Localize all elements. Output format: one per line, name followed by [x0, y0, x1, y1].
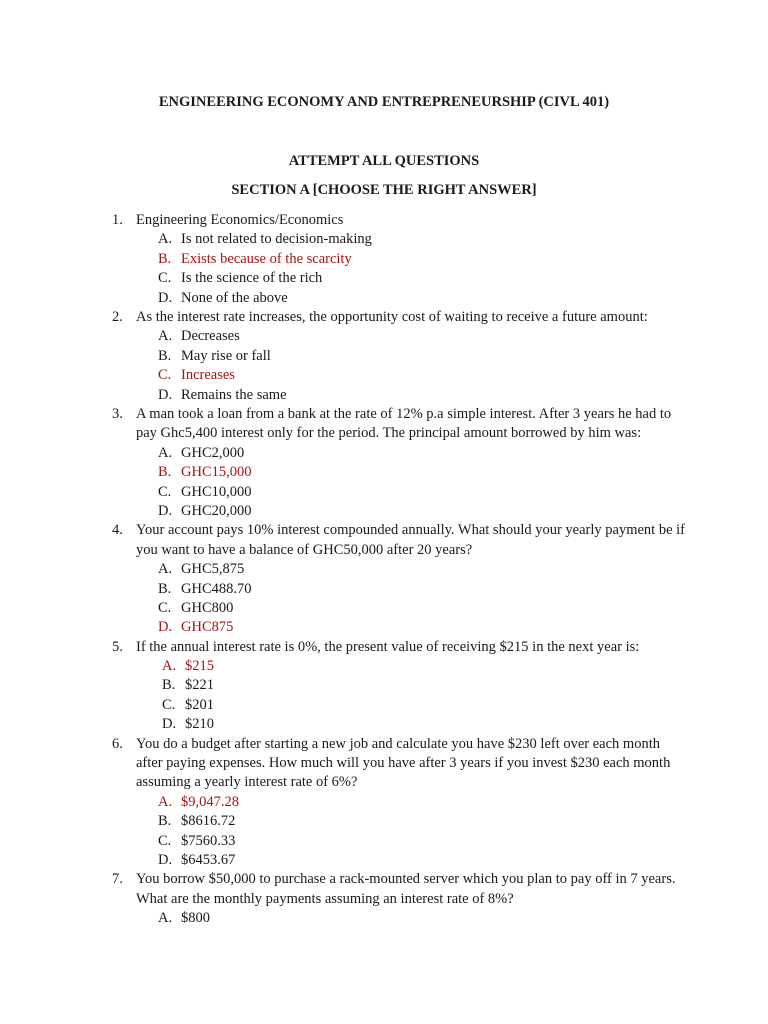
answer-option — [0, 851, 768, 870]
answer-option — [0, 599, 768, 618]
option-letter: A. — [158, 231, 173, 248]
option-text: Remains the same — [181, 386, 287, 403]
option-letter: B. — [162, 677, 176, 694]
question-list — [0, 211, 768, 929]
answer-option — [0, 676, 768, 695]
answer-option — [0, 580, 768, 599]
section-heading: SECTION A [CHOOSE THE RIGHT ANSWER] — [231, 182, 537, 198]
answer-option-correct — [0, 657, 768, 676]
answer-option — [0, 696, 768, 715]
option-text: Increases — [181, 367, 235, 384]
option-letter: C. — [158, 270, 172, 287]
option-text: GHC875 — [181, 619, 234, 636]
option-text: $221 — [185, 677, 214, 694]
question-item — [0, 405, 768, 521]
question-text: As the interest rate increases, the opportunity cost of waiting to receive a future amount: — [136, 308, 648, 325]
option-text: None of the above — [181, 289, 288, 306]
option-text: $8616.72 — [181, 813, 236, 830]
question-number: 5. — [112, 638, 123, 655]
question-number: 4. — [112, 522, 123, 539]
question-item — [0, 735, 768, 871]
option-list — [0, 657, 768, 735]
option-text: GHC5,875 — [181, 561, 245, 578]
answer-option — [0, 386, 768, 405]
option-text: Exists because of the scarcity — [181, 250, 352, 267]
answer-option — [0, 347, 768, 366]
option-text: GHC800 — [181, 599, 234, 616]
option-list — [0, 327, 768, 405]
option-text: $7560.33 — [181, 832, 236, 849]
option-list — [0, 444, 768, 522]
answer-option-correct — [0, 463, 768, 482]
answer-option-correct — [0, 366, 768, 385]
answer-option — [0, 560, 768, 579]
answer-option-correct — [0, 250, 768, 269]
option-letter: A. — [158, 793, 173, 810]
option-list — [0, 793, 768, 871]
option-text: GHC10,000 — [181, 483, 252, 500]
option-letter: C. — [158, 483, 172, 500]
option-list — [0, 909, 768, 928]
option-text: Is the science of the rich — [181, 270, 323, 287]
option-letter: A. — [158, 328, 173, 345]
answer-option — [0, 444, 768, 463]
answer-option — [0, 483, 768, 502]
answer-option — [0, 502, 768, 521]
question-item — [0, 211, 768, 308]
answer-option — [0, 909, 768, 928]
option-text: GHC20,000 — [181, 502, 252, 519]
option-letter: C. — [158, 599, 172, 616]
option-list — [0, 230, 768, 308]
option-text: $6453.67 — [181, 852, 236, 869]
option-text: GHC15,000 — [181, 464, 252, 481]
option-letter: D. — [158, 619, 173, 636]
option-text: $215 — [185, 658, 214, 675]
option-text: $800 — [181, 910, 210, 927]
option-letter: B. — [158, 813, 172, 830]
option-text: GHC488.70 — [181, 580, 252, 597]
option-letter: A. — [158, 561, 173, 578]
instruction-heading: ATTEMPT ALL QUESTIONS — [288, 153, 480, 169]
option-letter: B. — [158, 464, 172, 481]
option-list — [0, 560, 768, 638]
question-item — [0, 870, 768, 928]
option-letter: A. — [162, 658, 177, 675]
document-title: ENGINEERING ECONOMY AND ENTREPRENEURSHIP (CIVL 401) — [158, 94, 610, 110]
option-letter: D. — [158, 386, 173, 403]
question-text: Your account pays 10% interest compounded annually. What should your yearly payment be if you want to have a balance of GHC50,000 after 20 years? — [136, 522, 685, 558]
answer-option — [0, 230, 768, 249]
option-text: $201 — [185, 696, 214, 713]
option-letter: D. — [162, 716, 177, 733]
question-item — [0, 638, 768, 735]
option-text: $210 — [185, 716, 214, 733]
option-text: Is not related to decision-making — [181, 231, 372, 248]
option-letter: B. — [158, 250, 172, 267]
question-number: 3. — [112, 405, 123, 422]
answer-option-correct — [0, 618, 768, 637]
question-text: A man took a loan from a bank at the rate of 12% p.a simple interest. After 3 years he had to pay Ghc5,400 interest only for the period. The principal amount borrowed by him was: — [136, 405, 672, 442]
option-text: GHC2,000 — [181, 444, 245, 461]
question-number: 6. — [112, 735, 123, 752]
option-letter: B. — [158, 347, 172, 364]
answer-option — [0, 832, 768, 851]
question-text: Engineering Economics/Economics — [136, 212, 344, 228]
option-letter: B. — [158, 580, 172, 597]
question-number: 1. — [112, 212, 123, 228]
answer-option — [0, 812, 768, 831]
answer-option — [0, 269, 768, 288]
question-text: You do a budget after starting a new job and calculate you have $230 left over each month after paying expenses. How much will you have after 3 years if you invest $230 each month assuming a yearly interest rate of 6%? — [136, 735, 671, 791]
question-item — [0, 521, 768, 637]
option-letter: C. — [162, 696, 176, 713]
option-text: $9,047.28 — [181, 793, 239, 810]
option-letter: A. — [158, 910, 173, 927]
question-item — [0, 308, 768, 405]
option-letter: A. — [158, 444, 173, 461]
answer-option — [0, 715, 768, 734]
option-letter: C. — [158, 832, 172, 849]
answer-option — [0, 327, 768, 346]
question-text: If the annual interest rate is 0%, the present value of receiving $215 in the next year is: — [136, 638, 640, 655]
option-letter: D. — [158, 852, 173, 869]
answer-option-correct — [0, 793, 768, 812]
question-number: 7. — [112, 871, 123, 888]
answer-option — [0, 289, 768, 308]
question-text: You borrow $50,000 to purchase a rack-mounted server which you plan to pay off in 7 years. What are the monthly payments assuming an interest rate of 8%? — [136, 871, 676, 907]
question-number: 2. — [112, 308, 123, 325]
option-text: Decreases — [181, 328, 240, 345]
option-letter: D. — [158, 502, 173, 519]
option-text: May rise or fall — [181, 347, 271, 364]
option-letter: D. — [158, 289, 173, 306]
option-letter: C. — [158, 367, 172, 384]
